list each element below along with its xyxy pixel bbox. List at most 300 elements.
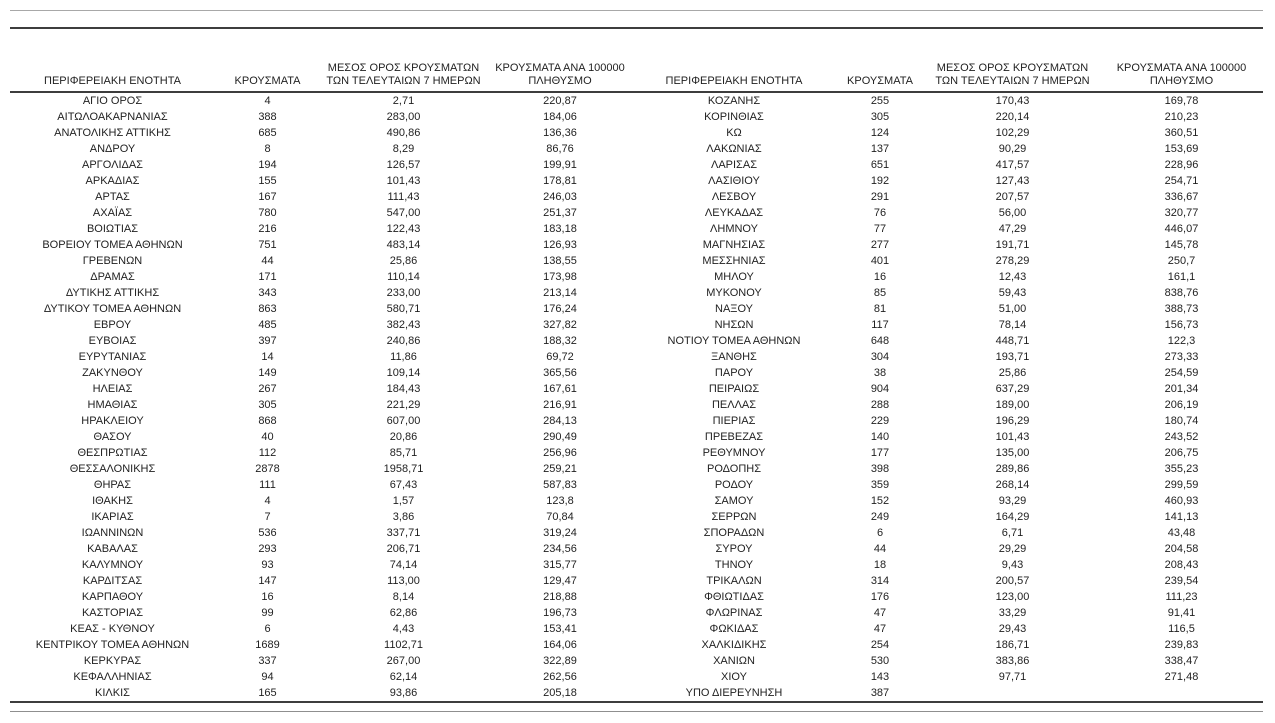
column-header-label: ΠΕΡΙΦΕΡΕΙΑΚΗ ΕΝΟΤΗΤΑ <box>44 75 181 87</box>
per100k-cell: 69,72 <box>546 351 574 363</box>
cases-cell: 648 <box>870 335 890 347</box>
per100k-cell: 273,33 <box>1164 351 1199 363</box>
per100k-cell: 206,75 <box>1164 447 1199 459</box>
region-name-cell: ΘΕΣΣΑΛΟΝΙΚΗΣ <box>69 463 156 475</box>
region-name-cell: ΑΙΤΩΛΟΑΚΑΡΝΑΝΙΑΣ <box>57 111 168 123</box>
avg7-cell: 483,14 <box>386 239 421 251</box>
column-header-avg7-left <box>320 50 487 92</box>
cases-cell: 314 <box>870 575 890 587</box>
table-row <box>10 141 1263 157</box>
per100k-cell: 320,77 <box>1164 207 1199 219</box>
per100k-cell: 360,51 <box>1164 127 1199 139</box>
region-name-cell: ΑΡΚΑΔΙΑΣ <box>85 175 140 187</box>
table-row <box>10 397 1263 413</box>
region-name-cell: ΚΕΝΤΡΙΚΟΥ ΤΟΜΕΑ ΑΘΗΝΩΝ <box>35 639 190 651</box>
cases-cell: 47 <box>873 607 887 619</box>
table-row <box>10 173 1263 189</box>
region-name-cell: ΔΥΤΙΚΗΣ ΑΤΤΙΚΗΣ <box>65 287 160 299</box>
avg7-cell: 25,86 <box>389 255 418 267</box>
avg7-cell: 200,57 <box>995 575 1030 587</box>
cases-cell: 254 <box>870 639 890 651</box>
per100k-cell: 284,13 <box>543 415 577 427</box>
table-row <box>10 109 1263 125</box>
cases-cell: 863 <box>258 303 277 315</box>
per100k-cell: 327,82 <box>543 319 577 331</box>
column-header-label-line2: ΤΩΝ ΤΕΛΕΥΤΑΙΩΝ 7 ΗΜΕΡΩΝ <box>326 75 481 87</box>
region-name-cell: ΧΙΟΥ <box>721 671 747 683</box>
region-name-cell: ΚΑΒΑΛΑΣ <box>87 543 138 555</box>
avg7-cell: 283,00 <box>386 111 421 123</box>
cases-cell: 38 <box>873 367 887 379</box>
column-header-label-line2: ΠΛΗΘΥΣΜΟ <box>1149 75 1214 87</box>
per100k-cell: 161,1 <box>1167 271 1196 283</box>
cases-cell: 40 <box>261 431 274 443</box>
region-name-cell: ΣΕΡΡΩΝ <box>711 511 757 523</box>
table-row <box>10 269 1263 285</box>
avg7-cell: 12,43 <box>998 271 1027 283</box>
table-row <box>10 541 1263 557</box>
region-name-cell: ΥΠΟ ΔΙΕΡΕΥΝΗΣΗ <box>685 687 783 699</box>
cases-cell: 112 <box>258 447 277 459</box>
table-row <box>10 493 1263 509</box>
avg7-cell: 547,00 <box>386 207 421 219</box>
avg7-cell: 268,14 <box>995 479 1030 491</box>
per100k-cell: 254,71 <box>1164 175 1199 187</box>
table-row <box>10 509 1263 525</box>
region-name-cell: ΛΕΥΚΑΔΑΣ <box>704 207 764 219</box>
region-name-cell: ΜΑΓΝΗΣΙΑΣ <box>702 239 766 251</box>
table-header-row <box>10 50 1263 92</box>
region-name-cell: ΧΑΝΙΩΝ <box>713 655 755 667</box>
cases-cell: 387 <box>870 687 890 699</box>
cases-cell: 4 <box>264 95 271 107</box>
per100k-cell: 156,73 <box>1164 319 1199 331</box>
cases-cell: 397 <box>258 335 277 347</box>
cases-cell: 117 <box>871 319 889 331</box>
per100k-cell <box>1100 685 1263 702</box>
region-name-cell: ΡΕΘΥΜΝΟΥ <box>702 447 766 459</box>
region-name-cell: ΕΥΡΥΤΑΝΙΑΣ <box>78 351 147 363</box>
region-name-cell: ΣΑΜΟΥ <box>714 495 754 507</box>
table-row <box>10 477 1263 493</box>
region-name-cell: ΠΕΛΛΑΣ <box>711 399 757 411</box>
per100k-cell: 243,52 <box>1164 431 1199 443</box>
region-name-cell: ΡΟΔΟΥ <box>714 479 754 491</box>
avg7-cell: 2,71 <box>392 95 415 107</box>
region-name-cell: ΗΡΑΚΛΕΙΟΥ <box>81 415 144 427</box>
avg7-cell: 383,86 <box>995 655 1030 667</box>
avg7-cell: 101,43 <box>995 431 1030 443</box>
column-header-label-line1: ΜΕΣΟΣ ΟΡΟΣ ΚΡΟΥΣΜΑΤΩΝ <box>327 62 480 74</box>
cases-cell: 147 <box>258 575 277 587</box>
avg7-cell: 3,86 <box>392 511 415 523</box>
region-name-cell: ΚΕΡΚΥΡΑΣ <box>83 655 142 667</box>
per100k-cell: 153,41 <box>543 623 577 635</box>
region-name-cell: ΚΑΡΔΙΤΣΑΣ <box>82 575 143 587</box>
cases-cell: 530 <box>870 655 890 667</box>
region-name-cell: ΕΥΒΟΙΑΣ <box>88 335 137 347</box>
region-name-cell: ΜΕΣΣΗΝΙΑΣ <box>702 255 766 267</box>
per100k-cell: 259,21 <box>543 463 577 475</box>
cases-cell: 140 <box>870 431 890 443</box>
avg7-cell: 11,86 <box>390 351 417 363</box>
per100k-cell: 126,93 <box>543 239 577 251</box>
per100k-cell: 210,23 <box>1164 111 1199 123</box>
table-row <box>10 669 1263 685</box>
cases-cell: 651 <box>870 159 890 171</box>
table-row <box>10 92 1263 109</box>
per100k-cell: 145,78 <box>1164 239 1199 251</box>
avg7-cell: 233,00 <box>386 287 421 299</box>
cases-cell: 143 <box>870 671 890 683</box>
per100k-cell: 153,69 <box>1164 143 1199 155</box>
per100k-cell: 204,58 <box>1164 543 1199 555</box>
cases-cell: 155 <box>258 175 277 187</box>
cases-cell: 77 <box>873 223 887 235</box>
column-header-label-line1: ΚΡΟΥΣΜΑΤΑ ΑΝΑ 100000 <box>495 62 625 74</box>
region-name-cell: ΒΟΙΩΤΙΑΣ <box>86 223 139 235</box>
per100k-cell: 239,54 <box>1164 575 1199 587</box>
cases-cell: 93 <box>261 559 274 571</box>
avg7-cell: 97,71 <box>998 671 1027 683</box>
cases-cell: 6 <box>876 527 884 539</box>
avg7-cell: 4,43 <box>392 623 415 635</box>
per100k-cell: 262,56 <box>543 671 577 683</box>
per100k-cell: 322,89 <box>543 655 577 667</box>
cases-cell: 305 <box>258 399 277 411</box>
table-row <box>10 189 1263 205</box>
avg7-cell: 607,00 <box>386 415 421 427</box>
cases-cell: 4 <box>264 495 271 507</box>
cases-cell: 167 <box>258 191 277 203</box>
per100k-cell: 256,96 <box>543 447 577 459</box>
per100k-cell: 246,03 <box>543 191 577 203</box>
column-header-per100k-left <box>487 50 633 92</box>
top-divider-dark <box>10 27 1263 29</box>
cases-cell: 149 <box>258 367 277 379</box>
region-name-cell: ΙΚΑΡΙΑΣ <box>91 511 134 523</box>
avg7-cell: 9,43 <box>1001 559 1024 571</box>
per100k-cell: 141,13 <box>1164 511 1199 523</box>
avg7-cell: 289,86 <box>995 463 1030 475</box>
avg7-cell: 206,71 <box>386 543 421 555</box>
region-name-cell: ΤΗΝΟΥ <box>714 559 754 571</box>
per100k-cell: 446,07 <box>1164 223 1199 235</box>
column-header-per100k-right <box>1100 50 1263 92</box>
per100k-cell: 251,37 <box>543 207 577 219</box>
per100k-cell: 587,83 <box>543 479 577 491</box>
cases-cell: 485 <box>258 319 277 331</box>
region-name-cell: ΛΑΚΩΝΙΑΣ <box>706 143 762 155</box>
avg7-cell: 51,00 <box>998 303 1027 315</box>
avg7-cell: 267,00 <box>386 655 421 667</box>
region-name-cell: ΡΟΔΟΠΗΣ <box>706 463 762 475</box>
avg7-cell: 186,71 <box>995 639 1030 651</box>
avg7-cell: 240,86 <box>386 335 421 347</box>
table-row <box>10 333 1263 349</box>
region-name-cell: ΝΗΣΩΝ <box>714 319 754 331</box>
region-name-cell: ΚΙΛΚΙΣ <box>95 687 130 699</box>
region-name-cell: ΚΑΡΠΑΘΟΥ <box>81 591 144 603</box>
column-header-label-line2: ΤΩΝ ΤΕΛΕΥΤΑΙΩΝ 7 ΗΜΕΡΩΝ <box>935 75 1090 87</box>
avg7-cell: 1,57 <box>392 495 415 507</box>
region-name-cell: ΠΑΡΟΥ <box>714 367 754 379</box>
cases-cell: 171 <box>258 271 277 283</box>
region-name-cell: ΚΕΑΣ - ΚΥΘΝΟΥ <box>70 623 155 635</box>
cases-cell: 16 <box>873 271 887 283</box>
per100k-cell: 183,18 <box>543 223 577 235</box>
region-name-cell: ΜΥΚΟΝΟΥ <box>706 287 762 299</box>
avg7-cell: 1102,71 <box>384 639 423 651</box>
avg7-cell: 29,43 <box>998 623 1027 635</box>
per100k-cell: 176,24 <box>543 303 577 315</box>
region-name-cell: ΓΡΕΒΕΝΩΝ <box>82 255 143 267</box>
avg7-cell: 122,43 <box>386 223 421 235</box>
per100k-cell: 70,84 <box>546 511 574 523</box>
per100k-cell: 180,74 <box>1164 415 1199 427</box>
table-row <box>10 205 1263 221</box>
cases-cell: 194 <box>258 159 277 171</box>
column-header-region-right <box>633 50 835 92</box>
regional-units-cases-table <box>10 50 1263 703</box>
column-header-label-line2: ΠΛΗΘΥΣΜΟ <box>528 75 592 87</box>
per100k-cell: 206,19 <box>1164 399 1199 411</box>
cases-cell: 751 <box>258 239 277 251</box>
per100k-cell: 178,81 <box>543 175 577 187</box>
region-name-cell: ΙΘΑΚΗΣ <box>92 495 133 507</box>
cases-cell: 152 <box>870 495 890 507</box>
region-name-cell: ΝΟΤΙΟΥ ΤΟΜΕΑ ΑΘΗΝΩΝ <box>667 335 801 347</box>
region-name-cell: ΒΟΡΕΙΟΥ ΤΟΜΕΑ ΑΘΗΝΩΝ <box>42 239 183 251</box>
cases-cell: 267 <box>258 383 277 395</box>
cases-cell: 76 <box>873 207 887 219</box>
region-name-cell: ΚΕΦΑΛΛΗΝΙΑΣ <box>73 671 152 683</box>
per100k-cell: 129,47 <box>543 575 577 587</box>
per100k-cell: 164,06 <box>543 639 577 651</box>
per100k-cell: 460,93 <box>1164 495 1199 507</box>
per100k-cell: 234,56 <box>543 543 577 555</box>
cases-cell: 8 <box>264 143 271 155</box>
cases-cell: 304 <box>870 351 890 363</box>
cases-cell: 685 <box>258 127 277 139</box>
avg7-cell: 56,00 <box>998 207 1027 219</box>
region-name-cell: ΠΡΕΒΕΖΑΣ <box>704 431 764 443</box>
cases-cell: 398 <box>870 463 890 475</box>
table-row <box>10 349 1263 365</box>
region-name-cell: ΦΩΚΙΔΑΣ <box>709 623 759 635</box>
per100k-cell: 218,88 <box>543 591 577 603</box>
per100k-cell: 365,56 <box>543 367 577 379</box>
avg7-cell: 193,71 <box>995 351 1030 363</box>
cases-cell: 868 <box>258 415 277 427</box>
per100k-cell: 188,32 <box>543 335 577 347</box>
avg7-cell: 6,71 <box>1001 527 1024 539</box>
table-row <box>10 237 1263 253</box>
cases-cell: 6 <box>264 623 271 635</box>
table-row <box>10 573 1263 589</box>
avg7-cell: 191,71 <box>995 239 1030 251</box>
per100k-cell: 196,73 <box>543 607 577 619</box>
avg7-cell: 184,43 <box>386 383 421 395</box>
avg7-cell: 637,29 <box>995 383 1030 395</box>
cases-cell: 780 <box>258 207 277 219</box>
table-row <box>10 157 1263 173</box>
per100k-cell: 122,3 <box>1167 335 1196 347</box>
table-row <box>10 125 1263 141</box>
avg7-cell: 8,14 <box>392 591 415 603</box>
region-name-cell: ΦΘΙΩΤΙΔΑΣ <box>704 591 764 603</box>
cases-cell: 1689 <box>255 639 280 651</box>
region-name-cell: ΘΗΡΑΣ <box>93 479 132 491</box>
avg7-cell: 62,14 <box>389 671 418 683</box>
avg7-cell: 101,43 <box>386 175 421 187</box>
table-row <box>10 381 1263 397</box>
avg7-cell: 164,29 <box>995 511 1030 523</box>
cases-cell: 255 <box>870 95 890 107</box>
table-row <box>10 301 1263 317</box>
column-header-label: ΠΕΡΙΦΕΡΕΙΑΚΗ ΕΝΟΤΗΤΑ <box>665 75 803 87</box>
region-name-cell: ΑΡΓΟΛΙΔΑΣ <box>82 159 143 171</box>
cases-cell: 388 <box>258 111 277 123</box>
per100k-cell: 254,59 <box>1164 367 1199 379</box>
cases-cell: 94 <box>261 671 274 683</box>
cases-cell: 343 <box>258 287 277 299</box>
cases-cell: 305 <box>870 111 890 123</box>
avg7-cell: 490,86 <box>386 127 421 139</box>
cases-cell: 291 <box>870 191 890 203</box>
per100k-cell: 184,06 <box>543 111 577 123</box>
region-name-cell: ΑΡΤΑΣ <box>95 191 130 203</box>
cases-cell: 401 <box>870 255 890 267</box>
cases-cell: 536 <box>258 527 277 539</box>
avg7-cell: 278,29 <box>995 255 1030 267</box>
per100k-cell: 216,91 <box>543 399 577 411</box>
per100k-cell: 169,78 <box>1164 95 1199 107</box>
per100k-cell: 290,49 <box>543 431 577 443</box>
region-name-cell: ΛΑΡΙΣΑΣ <box>710 159 757 171</box>
region-name-cell: ΑΧΑΪΑΣ <box>92 207 133 219</box>
region-name-cell: ΜΗΛΟΥ <box>714 271 754 283</box>
avg7-cell: 20,86 <box>389 431 418 443</box>
avg7-cell: 85,71 <box>389 447 418 459</box>
table-row <box>10 653 1263 669</box>
region-name-cell: ΔΡΑΜΑΣ <box>90 271 135 283</box>
per100k-cell: 336,67 <box>1164 191 1199 203</box>
per100k-cell: 116,5 <box>1168 623 1195 635</box>
avg7-cell: 207,57 <box>995 191 1030 203</box>
avg7-cell: 110,14 <box>387 271 420 283</box>
column-header-label: ΚΡΟΥΣΜΑΤΑ <box>847 75 913 87</box>
avg7-cell: 448,71 <box>995 335 1030 347</box>
column-header-avg7-right <box>925 50 1100 92</box>
cases-cell: 18 <box>873 559 887 571</box>
table-row <box>10 557 1263 573</box>
avg7-cell: 93,29 <box>998 495 1027 507</box>
per100k-cell: 86,76 <box>546 143 574 155</box>
table-row <box>10 365 1263 381</box>
column-header-cases-left <box>215 50 320 92</box>
region-name-cell: ΦΛΩΡΙΝΑΣ <box>705 607 763 619</box>
table-row <box>10 413 1263 429</box>
per100k-cell: 355,23 <box>1164 463 1199 475</box>
region-name-cell: ΣΠΟΡΑΔΩΝ <box>703 527 765 539</box>
cases-cell: 216 <box>258 223 277 235</box>
avg7-cell: 25,86 <box>998 367 1027 379</box>
avg7-cell <box>925 685 1100 702</box>
region-name-cell: ΛΗΜΝΟΥ <box>710 223 758 235</box>
cases-cell: 192 <box>870 175 890 187</box>
table-body <box>10 92 1263 702</box>
avg7-cell: 196,29 <box>995 415 1030 427</box>
table-row <box>10 221 1263 237</box>
column-header-label-line1: ΜΕΣΟΣ ΟΡΟΣ ΚΡΟΥΣΜΑΤΩΝ <box>936 62 1089 74</box>
avg7-cell: 220,14 <box>995 111 1030 123</box>
region-name-cell: ΘΑΣΟΥ <box>93 431 132 443</box>
region-name-cell: ΑΝΑΤΟΛΙΚΗΣ ΑΤΤΙΚΗΣ <box>54 127 171 139</box>
per100k-cell: 138,55 <box>543 255 577 267</box>
avg7-cell: 170,43 <box>995 95 1030 107</box>
table-row <box>10 445 1263 461</box>
per100k-cell: 43,48 <box>1167 527 1196 539</box>
region-name-cell: ΚΩ <box>726 127 742 139</box>
per100k-cell: 220,87 <box>543 95 577 107</box>
table-row <box>10 589 1263 605</box>
avg7-cell: 337,71 <box>386 527 421 539</box>
avg7-cell: 47,29 <box>998 223 1027 235</box>
per100k-cell: 315,77 <box>543 559 577 571</box>
cases-cell: 99 <box>261 607 274 619</box>
cases-cell: 7 <box>264 511 271 523</box>
cases-cell: 85 <box>873 287 887 299</box>
region-name-cell: ΚΑΛΥΜΝΟΥ <box>81 559 144 571</box>
cases-cell: 277 <box>870 239 890 251</box>
cases-cell: 165 <box>258 687 277 699</box>
cases-cell: 904 <box>870 383 890 395</box>
avg7-cell: 90,29 <box>998 143 1027 155</box>
per100k-cell: 239,83 <box>1164 639 1199 651</box>
per100k-cell: 271,48 <box>1164 671 1199 683</box>
avg7-cell: 102,29 <box>995 127 1030 139</box>
region-name-cell: ΠΙΕΡΙΑΣ <box>712 415 756 427</box>
per100k-cell: 136,36 <box>543 127 577 139</box>
per100k-cell: 111,23 <box>1165 591 1198 603</box>
region-name-cell: ΤΡΙΚΑΛΩΝ <box>706 575 762 587</box>
cases-cell: 337 <box>258 655 277 667</box>
per100k-cell: 319,24 <box>543 527 577 539</box>
region-name-cell: ΚΟΖΑΝΗΣ <box>707 95 761 107</box>
avg7-cell: 8,29 <box>392 143 415 155</box>
avg7-cell: 29,29 <box>998 543 1027 555</box>
cases-cell: 111 <box>259 479 276 491</box>
per100k-cell: 201,34 <box>1164 383 1199 395</box>
avg7-cell: 221,29 <box>386 399 421 411</box>
avg7-cell: 33,29 <box>998 607 1027 619</box>
avg7-cell: 78,14 <box>998 319 1027 331</box>
region-name-cell: ΚΟΡΙΝΘΙΑΣ <box>704 111 764 123</box>
avg7-cell: 74,14 <box>389 559 418 571</box>
avg7-cell: 93,86 <box>389 687 418 699</box>
cases-cell: 44 <box>873 543 887 555</box>
cases-cell: 81 <box>873 303 887 315</box>
per100k-cell: 199,91 <box>543 159 577 171</box>
per100k-cell: 838,76 <box>1164 287 1199 299</box>
avg7-cell: 111,43 <box>387 191 420 203</box>
per100k-cell: 123,8 <box>546 495 574 507</box>
per100k-cell: 167,61 <box>543 383 577 395</box>
per100k-cell: 213,14 <box>543 287 577 299</box>
avg7-cell: 59,43 <box>998 287 1027 299</box>
region-name-cell: ΖΑΚΥΝΘΟΥ <box>82 367 143 379</box>
